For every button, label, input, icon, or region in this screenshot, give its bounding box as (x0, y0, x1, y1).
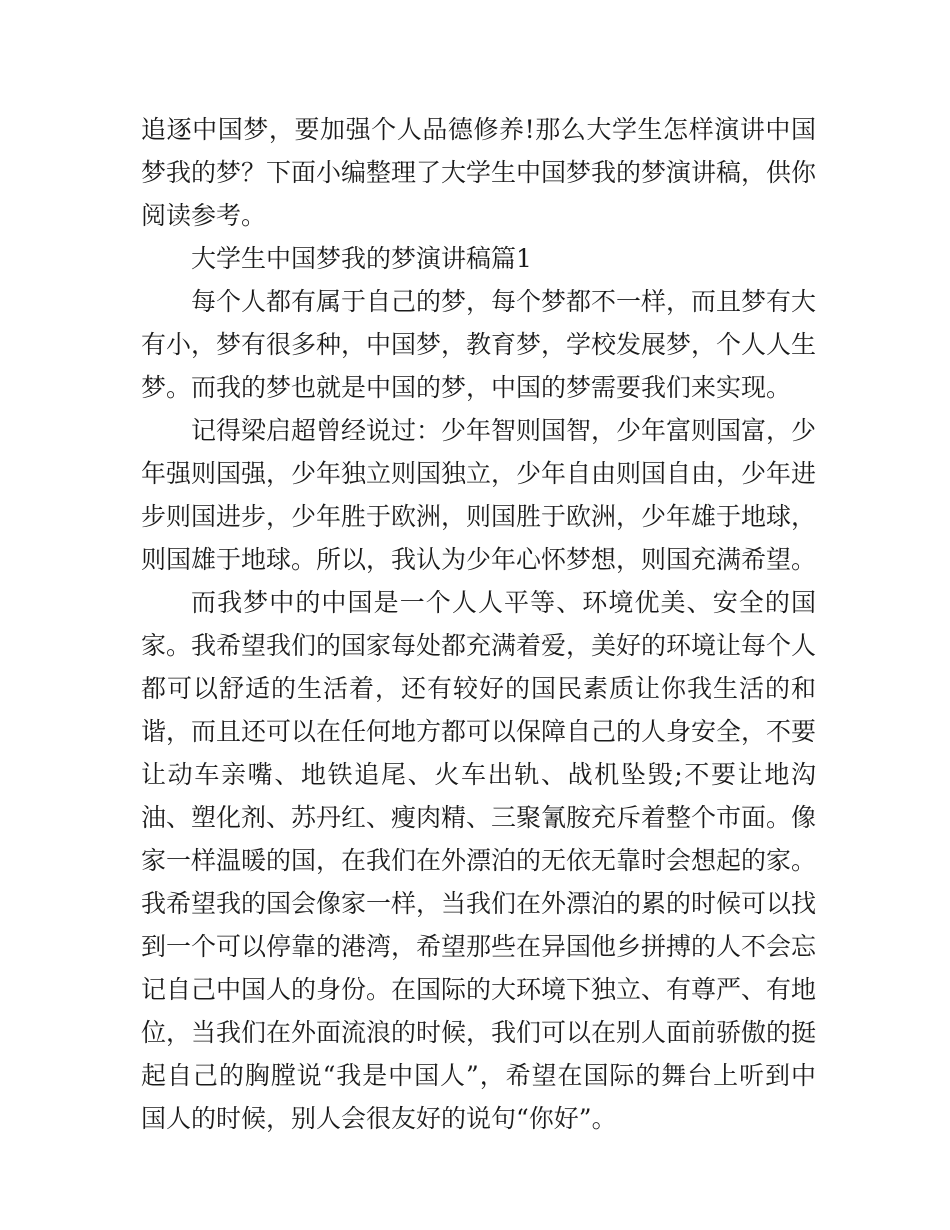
text-line: 国人的时候，别人会很友好的说句“你好”。 (141, 1104, 617, 1133)
text-line: 家一样温暖的国，在我们在外漂泊的无依无靠时会想起的家。 (141, 846, 816, 875)
paragraph-2 (141, 409, 816, 581)
text-line: 梦我的梦？下面小编整理了大学生中国梦我的梦演讲稿，供你 (141, 158, 816, 187)
text-line: 阅读参考。 (141, 201, 267, 230)
text-line: 则国雄于地球。所以，我认为少年心怀梦想，则国充满希望。 (141, 545, 816, 574)
text-line: 到一个可以停靠的港湾，希望那些在异国他乡拼搏的人不会忘 (141, 932, 816, 961)
text-line: 油、塑化剂、苏丹红、瘦肉精、三聚氰胺充斥着整个市面。像 (141, 803, 816, 832)
text-line: 都可以舒适的生活着，还有较好的国民素质让你我生活的和 (141, 674, 816, 703)
text-line: 每个人都有属于自己的梦，每个梦都不一样，而且梦有大 (191, 287, 816, 316)
text-line: 记得梁启超曾经说过：少年智则国智，少年富则国富，少 (191, 416, 816, 445)
text-line: 起自己的胸膛说“我是中国人”，希望在国际的舞台上听到中 (141, 1061, 816, 1090)
text-line: 记自己中国人的身份。在国际的大环境下独立、有尊严、有地 (141, 975, 816, 1004)
paragraph-3 (141, 581, 816, 1140)
text-line: 有小，梦有很多种，中国梦，教育梦，学校发展梦，个人人生 (141, 330, 816, 359)
intro-paragraph (141, 108, 816, 237)
document-body (141, 108, 816, 1140)
text-line: 位，当我们在外面流浪的时候，我们可以在别人面前骄傲的挺 (141, 1018, 816, 1047)
section-title (141, 237, 816, 280)
text-line: 家。我希望我们的国家每处都充满着爱，美好的环境让每个人 (141, 631, 816, 660)
text-line: 年强则国强，少年独立则国独立，少年自由则国自由，少年进 (141, 459, 816, 488)
text-line: 步则国进步，少年胜于欧洲，则国胜于欧洲，少年雄于地球， (141, 502, 816, 531)
text-line: 我希望我的国会像家一样，当我们在外漂泊的累的时候可以找 (141, 889, 816, 918)
text-line: 让动车亲嘴、地铁追尾、火车出轨、战机坠毁;不要让地沟 (141, 760, 816, 789)
section-heading: 大学生中国梦我的梦演讲稿篇1 (191, 244, 532, 273)
text-line: 谐，而且还可以在任何地方都可以保障自己的人身安全，不要 (141, 717, 816, 746)
paragraph-1 (141, 280, 816, 409)
text-line: 追逐中国梦，要加强个人品德修养!那么大学生怎样演讲中国 (141, 115, 816, 144)
text-line: 而我梦中的中国是一个人人平等、环境优美、安全的国 (191, 588, 816, 617)
text-line: 梦。而我的梦也就是中国的梦，中国的梦需要我们来实现。 (141, 373, 792, 402)
